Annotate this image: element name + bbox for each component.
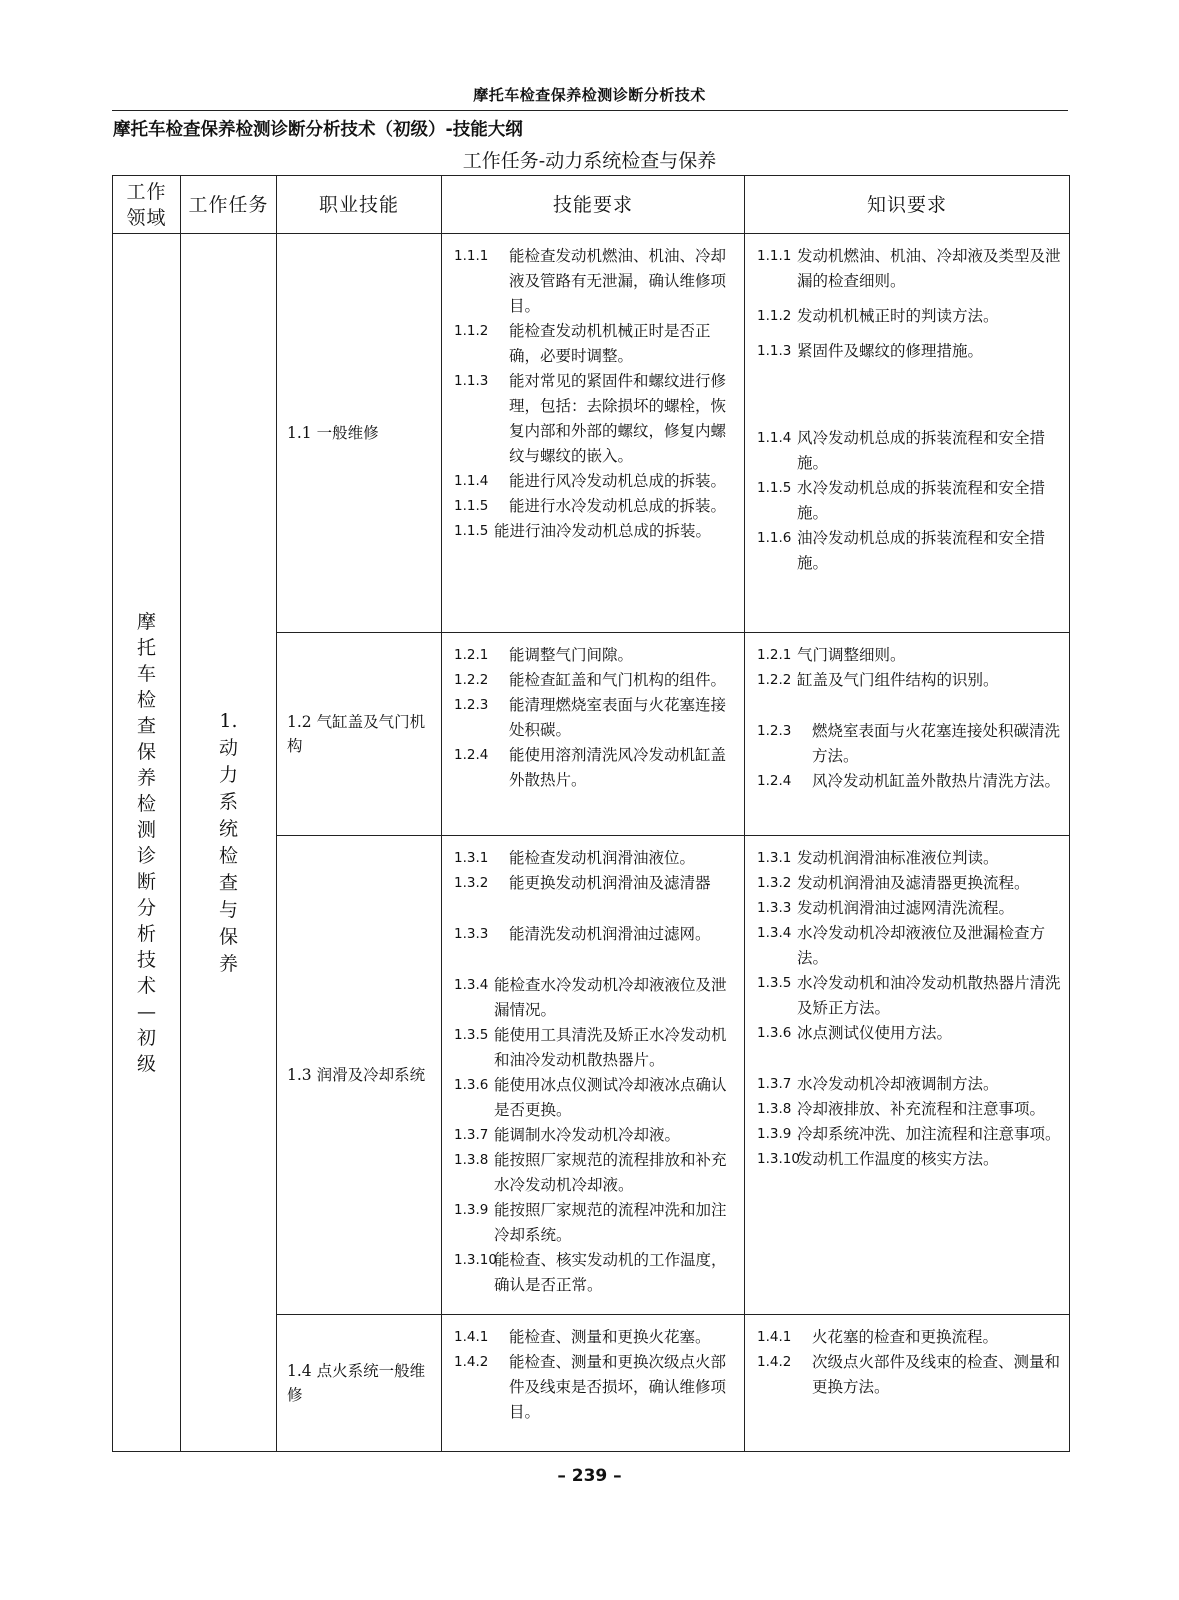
list-item: 1.3.8 冷却液排放、补充流程和注意事项。 [757,1099,1046,1118]
column-header-knowledge: 知识要求 [745,176,1070,234]
skill-name: 1.3 润滑及冷却系统 [287,1065,426,1084]
list-item: 1.2.2 缸盖及气门组件结构的识别。 [757,670,999,689]
list-item: 1.3.9 能按照厂家规范的流程冲洗和加注冷却系统。 [454,1200,727,1244]
list-item: 1.3.3 发动机润滑油过滤网清洗流程。 [757,898,1015,917]
list-item: 1.2.2 能检查缸盖和气门机构的组件。 [454,670,727,689]
list-item: 1.1.1 能检查发动机燃油、机油、冷却液及管路有无泄漏，确认维修项目。 [454,247,727,315]
list-item: 1.4.2 次级点火部件及线束的检查、测量和更换方法。 [757,1352,1061,1396]
list-item: 1.3.9 冷却系统冲洗、加注流程和注意事项。 [757,1124,1061,1143]
ability-cell [442,1314,745,1451]
knowledge-cell [745,835,1070,1314]
section-title: 工作任务-动力系统检查与保养 [462,150,717,172]
work-task-text: 1.动力系统检查与保养 [218,709,238,975]
list-item: 1.1.5 能进行油冷发动机总成的拆装。 [454,522,712,540]
syllabus-table [112,175,1070,1452]
ability-cell [442,632,745,835]
list-item: 1.2.4 风冷发动机缸盖外散热片清洗方法。 [757,771,1061,790]
list-item: 1.2.1 能调整气门间隙。 [454,645,634,664]
list-item: 1.1.5 能进行水冷发动机总成的拆装。 [454,497,727,515]
list-item: 1.3.6 能使用冰点仪测试冷却液冰点确认是否更换。 [454,1075,727,1119]
list-item: 1.3.2 能更换发动机润滑油及滤清器 [454,873,711,892]
list-item: 1.1.6 油冷发动机总成的拆装流程和安全措施。 [757,529,1046,572]
header-divider [112,110,1068,111]
skill-name: 1.2 气缸盖及气门机构 [287,712,426,755]
ability-cell [442,835,745,1314]
list-item: 1.4.1 能检查、测量和更换火花塞。 [454,1327,711,1346]
list-item: 1.1.3 紧固件及螺纹的修理措施。 [757,342,984,360]
list-item: 1.4.2 能检查、测量和更换次级点火部件及线束是否损坏，确认维修项目。 [454,1352,727,1421]
list-item: 1.3.8 能按照厂家规范的流程排放和补充水冷发动机冷却液。 [454,1150,727,1194]
work-domain-cell [113,234,181,1452]
work-domain-text: 摩托车检查保养检测诊断分析技术—初级 [136,610,156,1075]
document-title: 摩托车检查保养检测诊断分析技术（初级）-技能大纲 [113,120,523,140]
column-header-task: 工作任务 [181,176,277,234]
knowledge-cell [745,1314,1070,1451]
column-header-ability: 技能要求 [442,176,745,234]
column-header-domain: 工作领域 [113,176,181,234]
work-task-cell [181,234,277,1452]
list-item: 1.1.3 能对常见的紧固件和螺纹进行修理，包括：去除损坏的螺栓，恢复内部和外部的螺纹，修复内螺纹与螺纹的嵌入。 [454,372,727,465]
list-item: 1.3.6 冰点测试仪使用方法。 [757,1023,953,1042]
list-item: 1.3.10 能检查、核实发动机的工作温度，确认是否正常。 [454,1250,727,1294]
list-item: 1.3.2 发动机润滑油及滤清器更换流程。 [757,873,1030,892]
skill-name: 1.1 一般维修 [287,423,379,442]
list-item: 1.3.4 能检查水冷发动机冷却液液位及泄漏情况。 [454,975,727,1019]
list-item: 1.3.5 水冷发动机和油冷发动机散热器片清洗及矫正方法。 [757,973,1061,1017]
skill-cell [277,835,442,1314]
knowledge-cell [745,632,1070,835]
list-item: 1.1.2 能检查发动机机械正时是否正确，必要时调整。 [454,322,711,365]
list-item: 1.2.3 能清理燃烧室表面与火花塞连接处积碳。 [454,695,727,739]
list-item: 1.1.1 发动机燃油、机油、冷却液及类型及泄漏的检查细则。 [757,247,1061,290]
table-header-row [113,176,1070,234]
list-item: 1.1.2 发动机机械正时的判读方法。 [757,307,999,325]
ability-cell [442,234,745,633]
list-item: 1.1.4 能进行风冷发动机总成的拆装。 [454,472,727,490]
list-item: 1.3.3 能清洗发动机润滑油过滤网。 [454,924,711,943]
knowledge-cell [745,234,1070,633]
list-item: 1.3.7 能调制水冷发动机冷却液。 [454,1125,681,1144]
list-item: 1.1.5 水冷发动机总成的拆装流程和安全措施。 [757,479,1046,522]
list-item: 1.2.3 燃烧室表面与火花塞连接处积碳清洗方法。 [757,721,1061,765]
list-item: 1.3.5 能使用工具清洗及矫正水冷发动机和油冷发动机散热器片。 [454,1025,727,1069]
skill-name: 1.4 点火系统一般维修 [287,1361,426,1404]
table-row [113,234,1070,633]
list-item: 1.3.7 水冷发动机冷却液调制方法。 [757,1074,999,1093]
list-item: 1.1.4 风冷发动机总成的拆装流程和安全措施。 [757,429,1046,472]
skill-cell [277,1314,442,1451]
running-header: 摩托车检查保养检测诊断分析技术 [473,86,706,104]
list-item: 1.3.10 发动机工作温度的核实方法。 [757,1149,999,1168]
column-header-skill: 职业技能 [277,176,442,234]
list-item: 1.4.1 火花塞的检查和更换流程。 [757,1327,999,1346]
list-item: 1.3.4 水冷发动机冷却液液位及泄漏检查方法。 [757,923,1046,967]
list-item: 1.3.1 能检查发动机润滑油液位。 [454,848,696,867]
list-item: 1.2.4 能使用溶剂清洗风冷发动机缸盖外散热片。 [454,745,727,789]
skill-cell [277,234,442,633]
list-item: 1.2.1 气门调整细则。 [757,645,906,664]
list-item: 1.3.1 发动机润滑油标准液位判读。 [757,848,999,867]
page-number: – 239 – [557,1466,622,1486]
skill-cell [277,632,442,835]
